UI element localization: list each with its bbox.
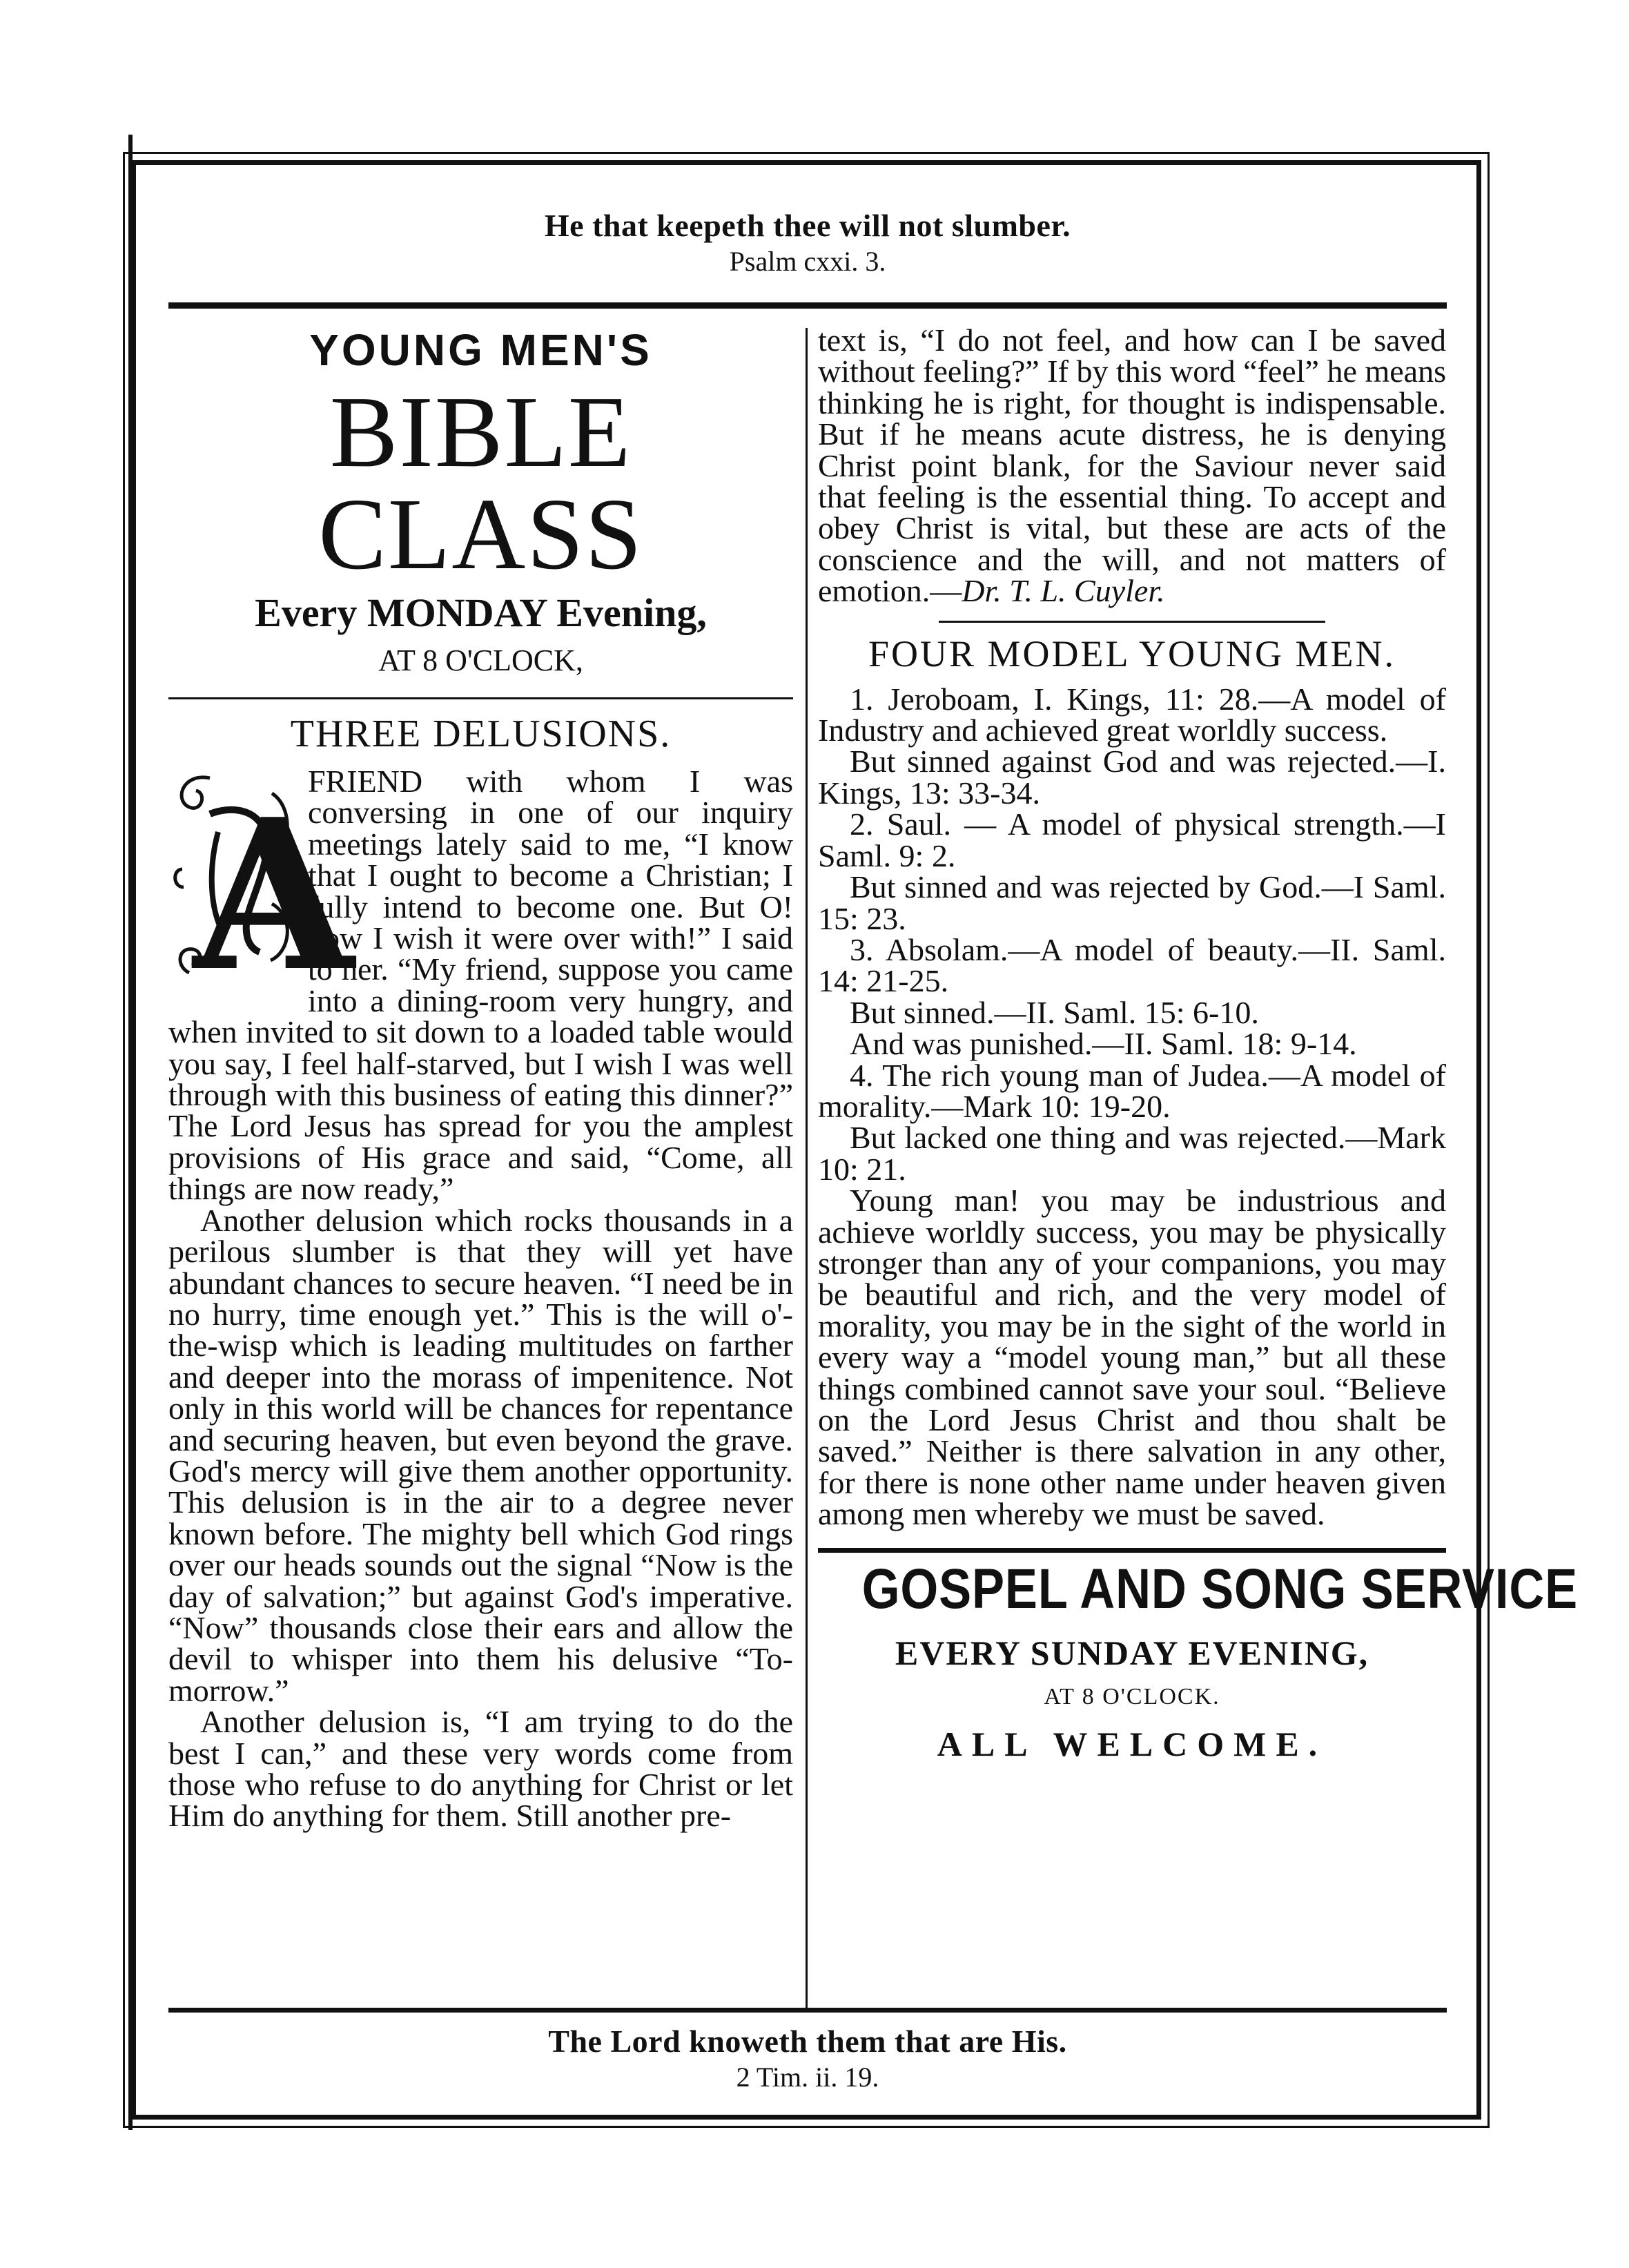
header-verse: He that keepeth thee will not slumber.	[544, 208, 1071, 243]
gospel-divider	[818, 1548, 1446, 1553]
model-exhortation: Young man! you may be industrious and achieve worldly success, you may be physically stronger than any of your companions, you may be beautiful and rich, and the very model of morality, you may be in the sight of the world in every way a “model young man,” but all these things combined cannot save your soul. “Believe on the Lord Jesus Christ and thou shalt be saved.” Neither is there salvation in any other, for there is none other name under heaven given among men whereby we must be saved.	[818, 1183, 1446, 1532]
three-delusions-opening	[168, 766, 793, 1205]
bible-class-day: Every MONDAY Evening,	[255, 590, 707, 635]
drop-cap-letter: A	[193, 773, 354, 1017]
four-models-title: FOUR MODEL YOUNG MEN.	[868, 632, 1396, 675]
model-line: And was punished.—II. Saml. 18: 9-14.	[850, 1026, 1357, 1062]
delusion-continuation	[818, 324, 1446, 607]
model-line: But lacked one thing and was rejected.—Mark 10: 21.	[818, 1120, 1446, 1187]
three-delusions-title: THREE DELUSIONS.	[290, 713, 672, 755]
model-line: 2. Saul. — A model of physical strength.—I Saml. 9: 2.	[818, 806, 1446, 873]
bible-class-title: BIBLE CLASS	[318, 376, 643, 591]
ornamental-initial	[168, 766, 354, 1017]
four-models-list	[818, 681, 1446, 1532]
footer-verse: The Lord knoweth them that are His.	[548, 2024, 1067, 2059]
section-divider	[939, 621, 1325, 623]
footer-verse-reference: 2 Tim. ii. 19.	[736, 2062, 879, 2093]
delusion-author: Dr. T. L. Cuyler.	[962, 573, 1165, 609]
gospel-service-title: GOSPEL AND SONG SERVICE	[861, 1557, 1579, 1620]
right-column	[818, 322, 1579, 1764]
delusion-paragraph-2: Another delusion which rocks thousands in a perilous slumber is that they will yet have abundant chances to secure heaven. “I need be in no hurry, time enough yet.” This is the will o'-the-wisp which is leading multitudes on farther and deeper into the morass of impenitence. Not only in this world will be chances for repentance and securing heaven, but even beyond the grave. God's mercy will give them another opportunity. This delusion is in the air to a degree never known before. The mighty bell which God rings over our heads sounds out the signal “Now is the day of salvation;” but against God's imperative. “Now” thousands close their ears and allow the devil to whisper into them his delusive “To-morrow.”	[168, 1202, 793, 1708]
bible-class-eyebrow: YOUNG MEN'S	[309, 325, 652, 375]
model-line: But sinned.—II. Saml. 15: 6-10.	[850, 994, 1259, 1030]
model-line: 1. Jeroboam, I. Kings, 11: 28.—A model of Industry and achieved great worldly success.	[818, 681, 1446, 748]
three-delusions-text	[168, 766, 793, 1832]
delusion-paragraph-3: Another delusion is, “I am trying to do the best I can,” and these very words come from those who refuse to do anything for Christ or let Him do anything for them. Still another pre-	[168, 1704, 793, 1834]
gospel-service-notice	[818, 1557, 1579, 1764]
footer-verse-block	[145, 2023, 1470, 2093]
model-line: 4. The rich young man of Judea.—A model of morality.—Mark 10: 19-20.	[818, 1057, 1446, 1124]
header-divider	[168, 302, 1447, 309]
gospel-service-day: EVERY SUNDAY EVENING,	[895, 1633, 1369, 1672]
footer-divider	[168, 2008, 1447, 2013]
column-divider	[806, 328, 808, 2013]
bible-class-time: AT 8 O'CLOCK,	[378, 643, 583, 677]
model-line: But sinned and was rejected by God.—I Saml. 15: 23.	[818, 869, 1446, 936]
header-verse-block	[145, 207, 1470, 278]
delusion-paragraph-1: FRIEND with whom I was conversing in one of our inquiry meetings lately said to me, “I know that I ought to become a Christian; I fully intend to become one. But O! how I wish it were over with!” I said to her. “My friend, suppose you came into a dining-room very hungry, and when invited to sit down to a loaded table would you say, I feel half-starved, but I wish I was well through with this business of eating this dinner?” The Lord Jesus has spread for you the amplest provisions of His grace and said, “Come, all things are now ready,”	[168, 764, 793, 1207]
left-column	[168, 324, 793, 1832]
model-line: 3. Absolam.—A model of beauty.—II. Saml. 14: 21-25.	[818, 931, 1446, 999]
bible-class-notice	[168, 324, 793, 678]
delusion-continuation-text: text is, “I do not feel, and how can I be saved without feeling?” If by this word “feel” he means thinking he is right, for thought is indispensable. But if he means acute distress, he is denying Christ point blank, for the Saviour never said that feeling is the essential thing. To accept and obey Christ is vital, but these are acts of the conscience and the will, and not matters of emotion.—	[818, 322, 1446, 609]
model-line: But sinned against God and was rejected.—I. Kings, 13: 33-34.	[818, 744, 1446, 811]
gospel-service-time: AT 8 O'CLOCK.	[1044, 1683, 1220, 1709]
bible-class-divider	[168, 697, 793, 699]
header-verse-reference: Psalm cxxi. 3.	[729, 246, 886, 277]
gospel-welcome: ALL WELCOME.	[937, 1724, 1327, 1763]
